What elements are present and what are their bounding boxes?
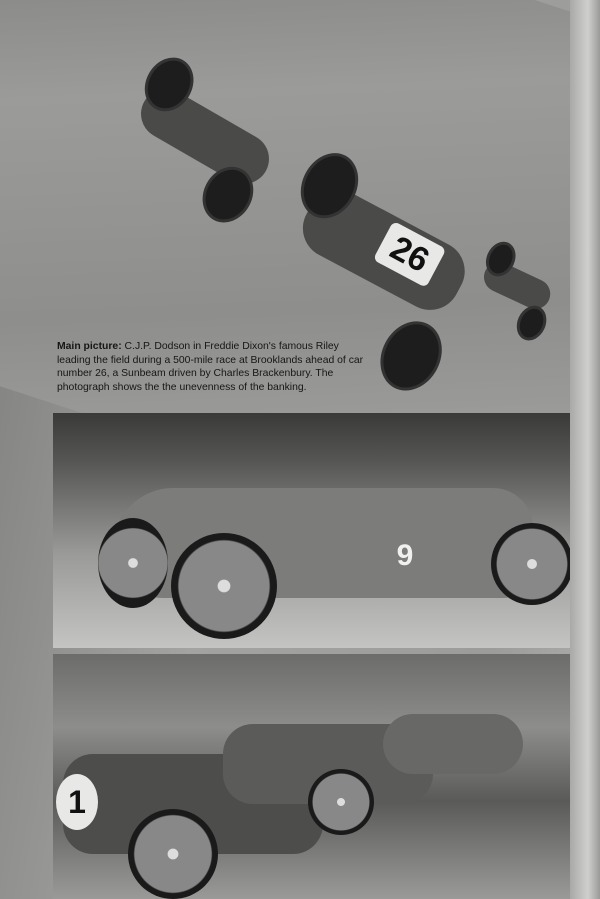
caption-text: C.J.P. Dodson in Freddie Dixon's famous Riley leading the field during a 500-mile race at Brooklands ahead of car number 26, a Sunbeam driven by Charles Brackenbury. The photograph shows the the unevenness of the banking. bbox=[57, 341, 364, 393]
page-edge bbox=[570, 0, 600, 899]
photo-caption bbox=[57, 340, 367, 394]
car-number-9: 9 bbox=[396, 539, 414, 572]
caption-lead: Main picture: bbox=[57, 341, 122, 352]
car-number-26: 26 bbox=[373, 221, 447, 288]
car-number-1: 1 bbox=[56, 774, 98, 830]
photo-garage-cars bbox=[53, 654, 574, 899]
photo-racing-car-9 bbox=[53, 413, 574, 648]
